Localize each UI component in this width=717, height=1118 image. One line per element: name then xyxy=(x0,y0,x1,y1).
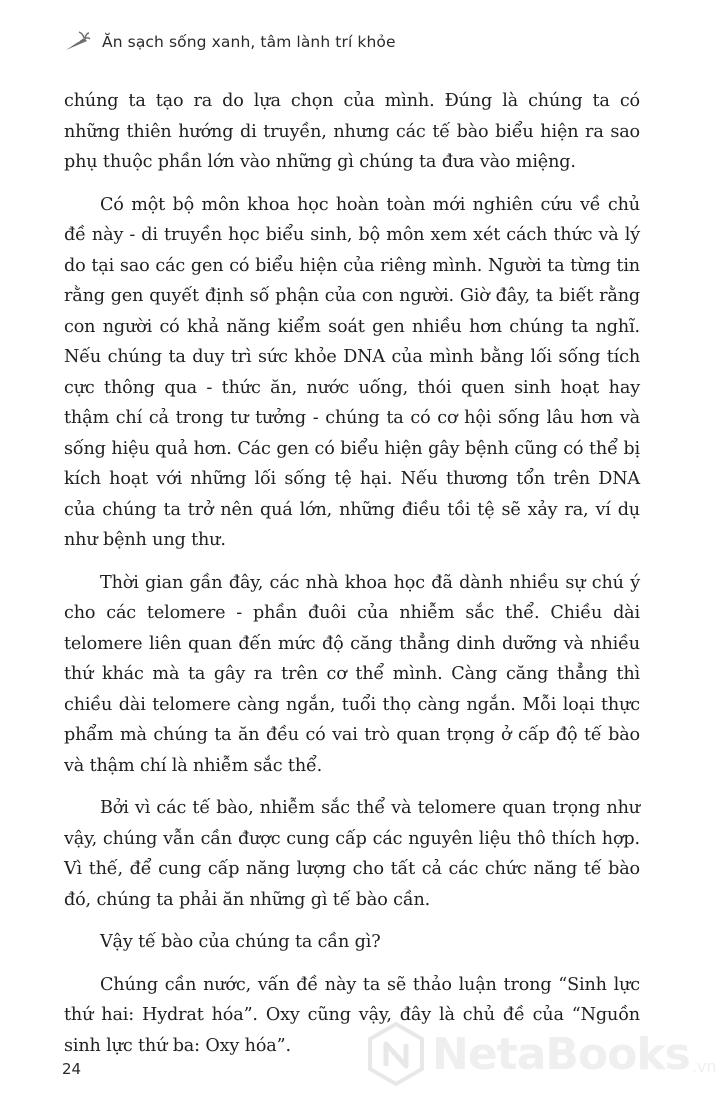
paragraph-3: Thời gian gần đây, các nhà khoa học đã dành nhiều sự chú ý cho các telomere - phần đuôi của nhiễm sắc thể. Chiều dài telomere liên quan đến mức độ căng thẳng dinh dưỡng và nhiều thứ khác mà ta gây ra trên cơ thể mình. Càng căng thẳng thì chiều dài telomere càng ngắn, tuổi thọ càng ngắn. Mỗi loại thực phẩm mà chúng ta ăn đều có vai trò quan trọng ở cấp độ tế bào và thậm chí là nhiễm sắc thể. xyxy=(64,572,640,776)
paragraph-6: Chúng cần nước, vấn đề này ta sẽ thảo luận trong “Sinh lực thứ hai: Hydrat hóa”. Oxy cũng vậy, đây là chủ đề của “Nguồn sinh lực thứ ba: Oxy hóa”. xyxy=(64,974,640,1056)
paragraph-2: Có một bộ môn khoa học hoàn toàn mới nghiên cứu về chủ đề này - di truyền học biểu sinh, bộ môn xem xét cách thức và lý do tại sao các gen có biểu hiện của riêng mình. Người ta từng tin rằng gen quyết định số phận của con người. Giờ đây, ta biết rằng con người có khả năng kiểm soát gen nhiều hơn chúng ta nghĩ. Nếu chúng ta duy trì sức khỏe DNA của mình bằng lối sống tích cực thông qua - thức ăn, nước uống, thói quen sinh hoạt hay thậm chí cả trong tư tưởng - chúng ta có cơ hội sống lâu hơn và sống hiệu quả hơn. Các gen có biểu hiện gây bệnh cũng có thể bị kích hoạt với những lối sống tệ hại. Nếu thương tổn trên DNA của chúng ta trở nên quá lớn, những điều tồi tệ sẽ xảy ra, ví dụ như bệnh ung thư. xyxy=(64,194,640,550)
page-number: 24 xyxy=(62,1060,82,1078)
watermark xyxy=(368,1022,717,1086)
body-text xyxy=(64,86,640,1073)
carrot-icon xyxy=(62,30,90,54)
netabooks-logo-icon xyxy=(368,1022,424,1086)
watermark-suffix: .vn xyxy=(691,1057,717,1076)
watermark-brand: NetaBooks xyxy=(432,1028,690,1080)
running-header xyxy=(62,30,396,54)
paragraph-4: Bởi vì các tế bào, nhiễm sắc thể và telomere quan trọng như vậy, chúng vẫn cần được cung cấp các nguyên liệu thô thích hợp. Vì thế, để cung cấp năng lượng cho tất cả các chức năng tế bào đó, chúng ta phải ăn những gì tế bào cần. xyxy=(64,798,640,910)
paragraph-5: Vậy tế bào của chúng ta cần gì? xyxy=(100,932,381,952)
paragraph-1: chúng ta tạo ra do lựa chọn của mình. Đúng là chúng ta có những thiên hướng di truyền, nhưng các tế bào biểu hiện ra sao phụ thuộc phần lớn vào những gì chúng ta đưa vào miệng. xyxy=(64,91,640,172)
running-title: Ăn sạch sống xanh, tâm lành trí khỏe xyxy=(102,33,396,51)
